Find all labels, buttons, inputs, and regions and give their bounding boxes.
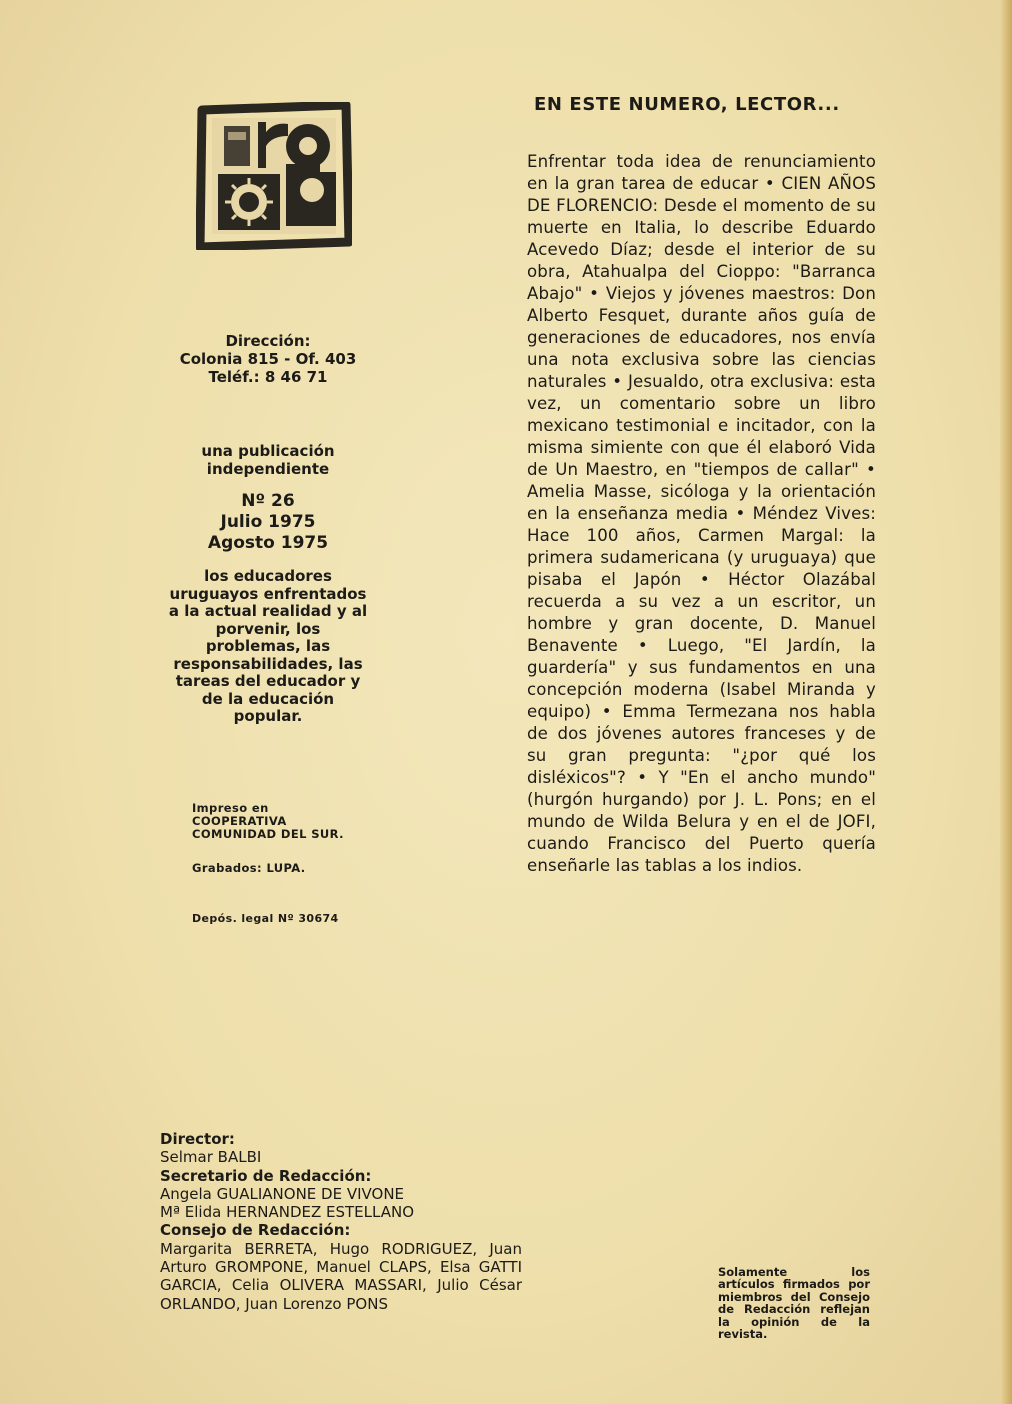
rep-logo xyxy=(196,102,352,250)
secretary-name-2: Mª Elida HERNANDEZ ESTELLANO xyxy=(160,1203,415,1222)
address-street: Colonia 815 - Of. 403 xyxy=(179,350,357,368)
address-block xyxy=(168,332,368,386)
publication-line-1: una publicación xyxy=(201,442,335,460)
address-label: Dirección: xyxy=(225,332,311,350)
contents-summary: Enfrentar toda idea de renunciamiento en la gran tarea de educar • CIEN AÑOS DE FLORENCIO: Desde el momento de su muerte en Italia, lo describe Eduardo Acevedo Díaz; desde el interior de su obra, Atahualpa del Cioppo: "Barranca Abajo" • Viejos y jóvenes maestros: Don Alberto Fesquet, durante años guía de generaciones de educadores, nos envía una nota exclusiva sobre las ciencias naturales • Jesualdo, otra exclusiva: esta vez, un comentario sobre un libro mexicano testimonial e incitador, con la misma simiente con que él elaboró Vida de Un Maestro, en "tiempos de callar" • Amelia Masse, sicóloga y la orientación en la enseñanza media • Méndez Vives: Hace 100 años, Carmen Margal: la primera sudamericana (y uruguaya) que pisaba el Japón • Héctor Olazábal recuerda a su vez a un escritor, un hombre y gran docente, D. Manuel Benavente • Luego, "El Jardín, la guardería" y sus fundamentos en una concepción moderna (Isabel Miranda y equipo) • Emma Termezana nos habla de dos jóvenes autores franceses y de su gran pregunta: "¿por qué los disléxicos"? • Y "En el ancho mundo" (hurgón hurgando) por J. L. Pons; en el mundo de Wilda Belura y en el de JOFI, cuando Francisco del Puerto quería enseñarle las tablas a los indios. xyxy=(527,152,876,875)
director-name: Selmar BALBI xyxy=(160,1148,262,1167)
address-phone: Teléf.: 8 46 71 xyxy=(208,368,328,386)
issue-month-2: Agosto 1975 xyxy=(207,533,329,553)
page-edge xyxy=(1000,0,1012,1404)
engravings-credit: Grabados: LUPA. xyxy=(192,861,306,875)
publication-line-2: independiente xyxy=(206,460,330,478)
printed-by: Impreso en COOPERATIVA COMUNIDAD DEL SUR. xyxy=(192,801,344,841)
secretary-label: Secretario de Redacción: xyxy=(160,1166,372,1185)
director-label: Director: xyxy=(160,1130,235,1148)
editorial-credits xyxy=(160,1130,522,1313)
issue-month-1: Julio 1975 xyxy=(220,512,316,532)
legal-deposit: Depós. legal Nº 30674 xyxy=(192,912,339,925)
rep-logo-graphic xyxy=(196,102,352,250)
section-heading: EN ESTE NUMERO, LECTOR... xyxy=(534,94,840,115)
issue-number: Nº 26 xyxy=(241,491,295,511)
publication-type xyxy=(168,442,368,478)
council-label: Consejo de Redacción: xyxy=(160,1221,351,1240)
editorial-disclaimer: Solamente los artículos firmados por miembros del Consejo de Redacción reflejan la opinión de la revista. xyxy=(718,1265,870,1342)
issue-block xyxy=(168,491,368,554)
secretary-name-1: Angela GUALIANONE DE VIVONE xyxy=(160,1184,405,1203)
council-members: Margarita BERRETA, Hugo RODRIGUEZ, Juan Arturo GROMPONE, Manuel CLAPS, Elsa GATTI GARCIA, Celia OLIVERA MASSARI, Julio César ORLANDO, Juan Lorenzo PONS xyxy=(160,1239,522,1313)
mission-statement: los educadores uruguayos enfrentados a la actual realidad y al porvenir, los problemas, las responsabilidades, las tareas del educador y de la educación popular. xyxy=(168,567,368,725)
